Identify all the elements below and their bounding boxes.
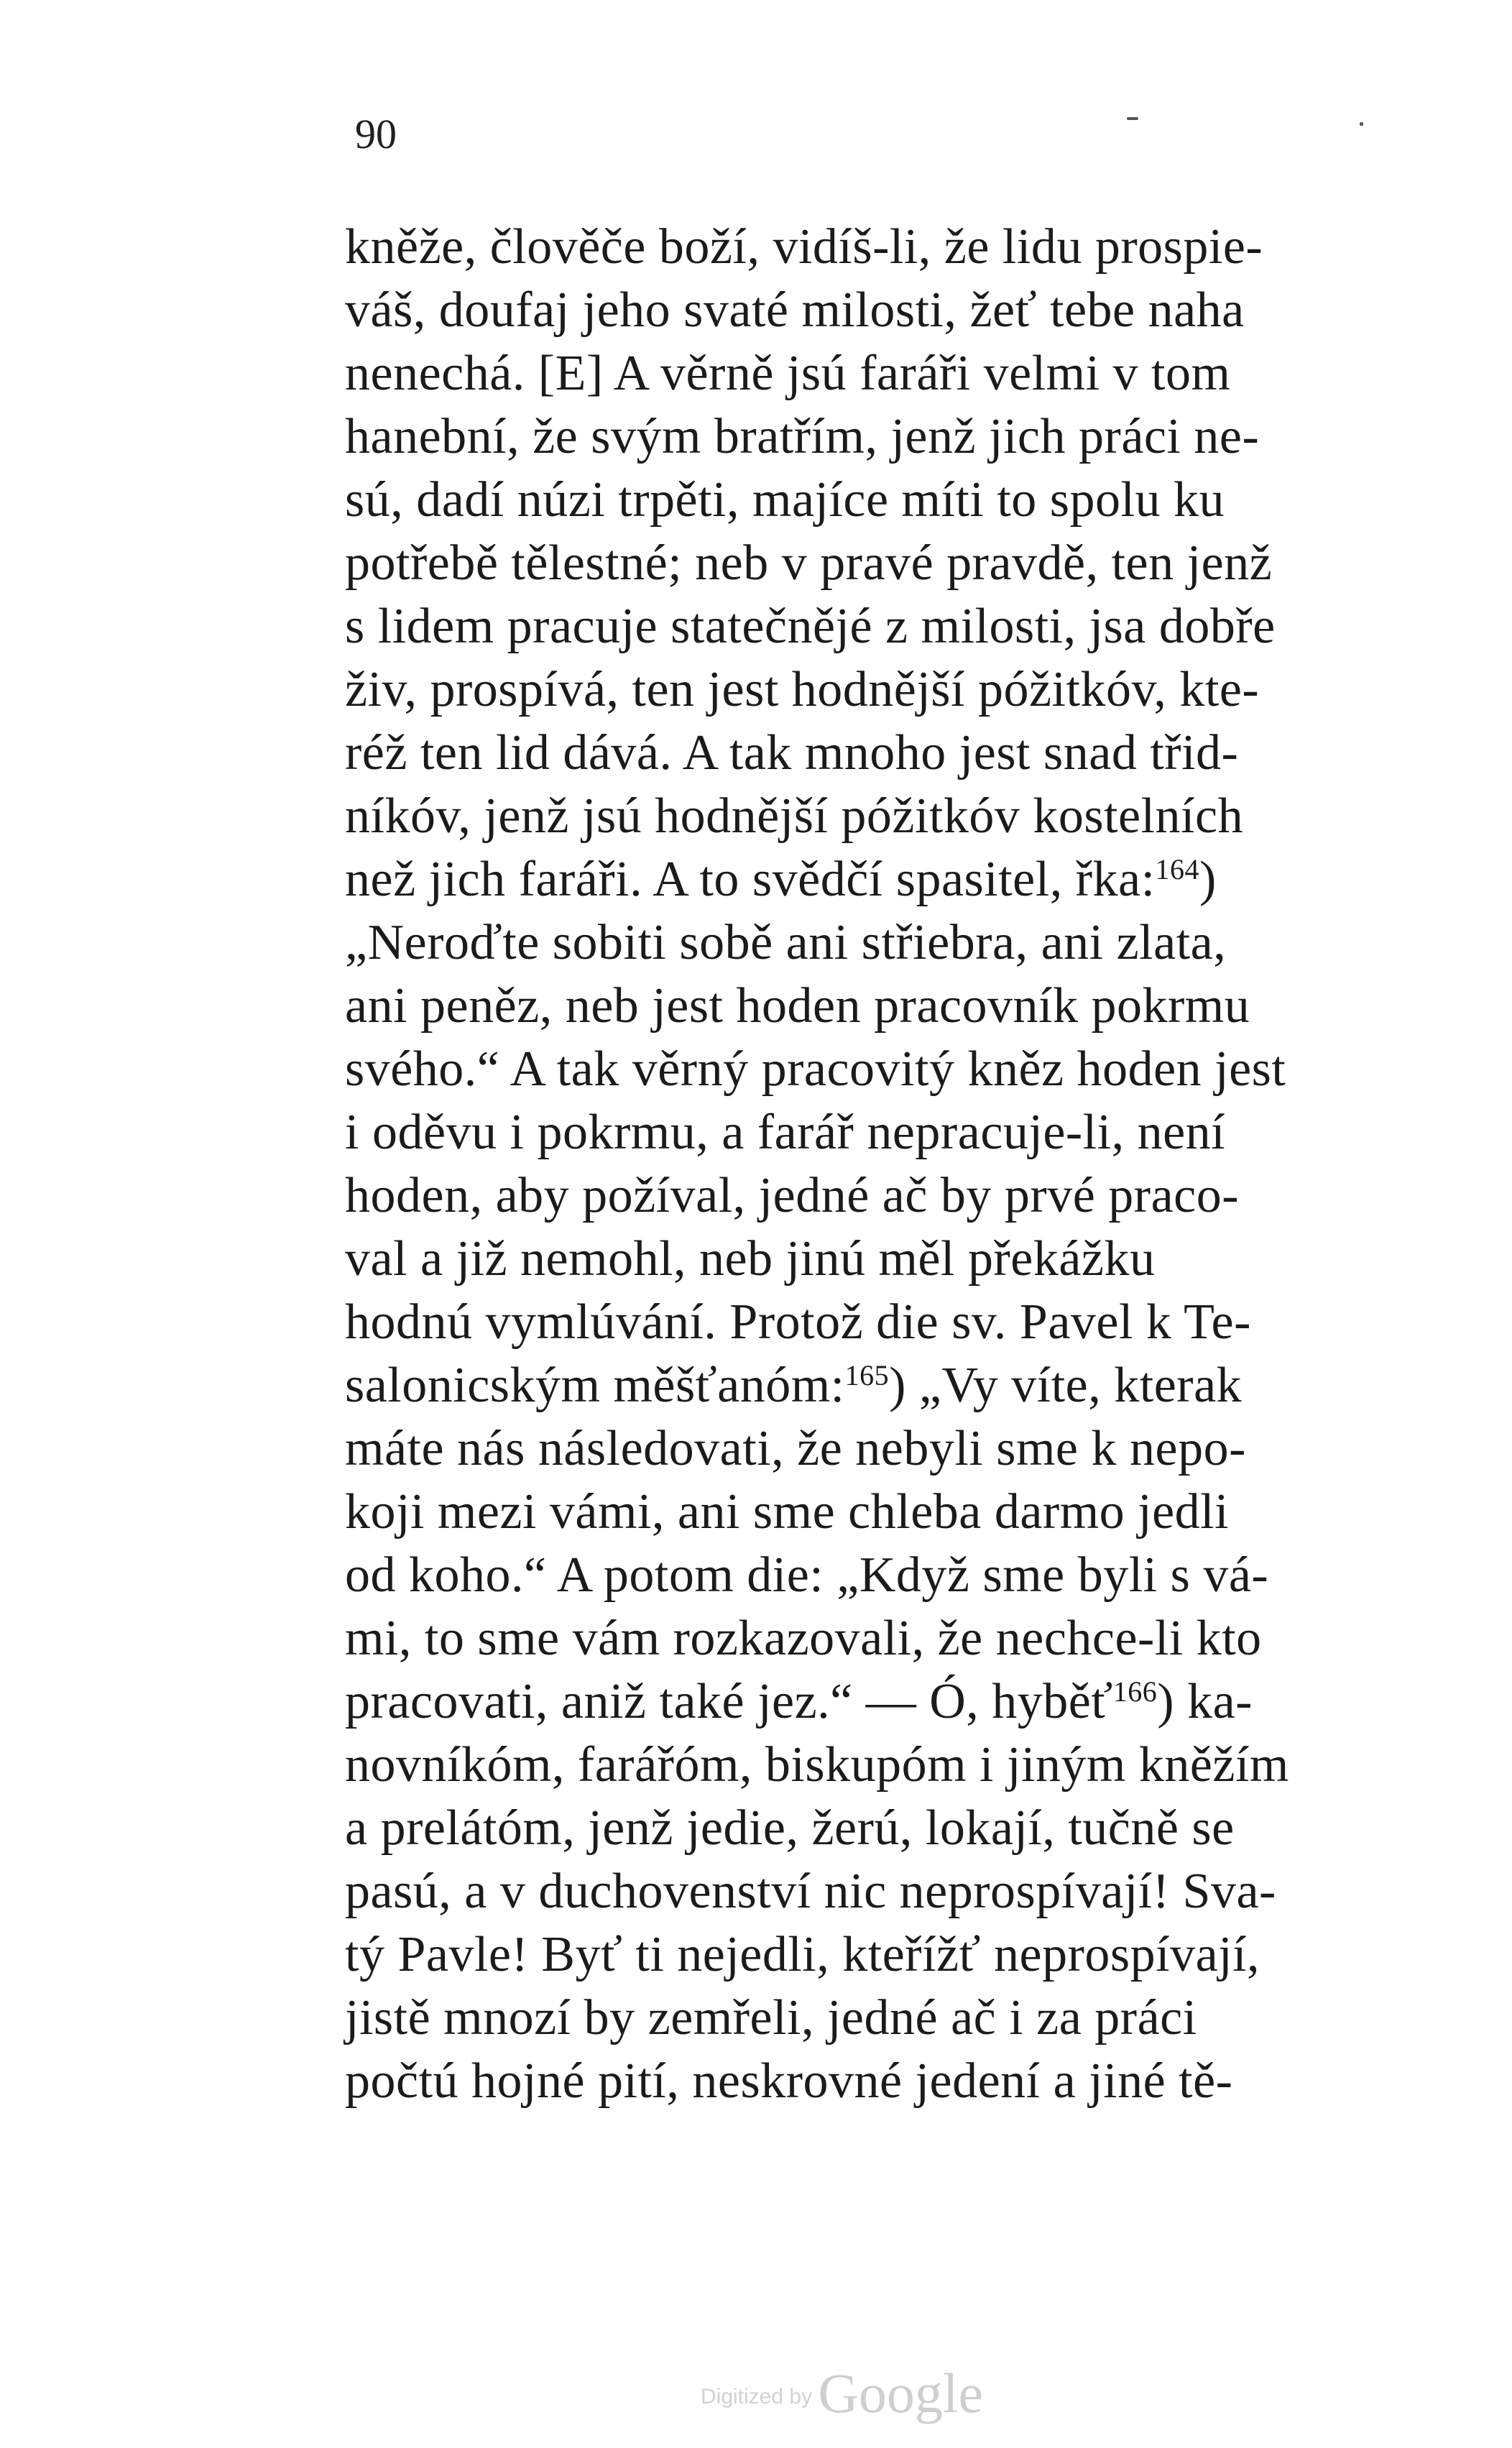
line-text: koji mezi vámi, ani sme chleba darmo jedli bbox=[345, 1484, 1230, 1540]
text-line bbox=[345, 1860, 1509, 1923]
line-text: nenechá. [E] A věrně jsú faráři velmi v tom bbox=[345, 346, 1231, 401]
line-text: počtú hojné pití, neskrovné jedení a jiné tě- bbox=[345, 2053, 1233, 2109]
line-text: jistě mnozí by zemřeli, jedné ač i za práci bbox=[345, 1990, 1197, 2046]
text-line bbox=[345, 1417, 1509, 1481]
line-text: pasú, a v duchovenství nic neprospívají! Sva- bbox=[345, 1864, 1276, 1919]
body-text bbox=[345, 216, 1509, 2113]
line-text: svého.“ A tak věrný pracovitý kněz hoden jest bbox=[345, 1041, 1286, 1097]
line-text: váš, doufaj jeho svaté milosti, žeť tebe naha bbox=[345, 282, 1245, 338]
line-text: tý Pavle! Byť ti nejedli, kteřížť neprospívají, bbox=[345, 1927, 1260, 1982]
line-text: réž ten lid dává. A tak mnoho jest snad třid- bbox=[345, 725, 1239, 781]
text-line bbox=[345, 1670, 1509, 1734]
text-line bbox=[345, 342, 1509, 405]
line-text: novníkóm, farářóm, biskupóm i jiným kněžím bbox=[345, 1737, 1289, 1793]
google-logo: Google bbox=[818, 2362, 984, 2424]
line-text: máte nás následovati, že nebyli sme k nepo- bbox=[345, 1421, 1246, 1476]
text-line bbox=[345, 658, 1509, 722]
text-line bbox=[345, 1164, 1509, 1228]
line-text: „Neroďte sobiti sobě ani střiebra, ani zlata, bbox=[345, 915, 1227, 970]
text-line bbox=[345, 1544, 1509, 1607]
text-line bbox=[345, 279, 1509, 342]
text-line bbox=[345, 2050, 1509, 2113]
text-line bbox=[345, 1734, 1509, 1797]
page-number: 90 bbox=[355, 111, 397, 157]
text-line bbox=[345, 1987, 1509, 2050]
line-text: sú, dadí núzi trpěti, majíce míti to spolu ku bbox=[345, 472, 1225, 528]
text-line bbox=[345, 1354, 1509, 1417]
text-line bbox=[345, 1228, 1509, 1291]
line-text: níkóv, jenž jsú hodnější póžitkóv kostelních bbox=[345, 788, 1244, 844]
line-text: salonicským měšťanóm: bbox=[345, 1358, 845, 1413]
line-text: i oděvu i pokrmu, a farář nepracuje-li, není bbox=[345, 1105, 1226, 1160]
print-speck bbox=[1127, 117, 1138, 120]
line-text-continued: ) bbox=[1199, 852, 1217, 907]
text-line bbox=[345, 1607, 1509, 1670]
line-text-continued: ) „Vy víte, kterak bbox=[889, 1358, 1243, 1413]
text-line bbox=[345, 1291, 1509, 1354]
footnote-reference: 165 bbox=[844, 1359, 890, 1391]
line-text: potřebě tělestné; neb v pravé pravdě, ten jenž bbox=[345, 535, 1273, 591]
line-text: od koho.“ A potom die: „Když sme byli s vá- bbox=[345, 1547, 1269, 1603]
digitized-watermark bbox=[701, 2361, 983, 2426]
line-text: ani peněz, neb jest hoden pracovník pokrmu bbox=[345, 978, 1250, 1034]
line-text: mi, to sme vám rozkazovali, že nechce-li kto bbox=[345, 1611, 1262, 1666]
text-line bbox=[345, 216, 1509, 279]
text-line bbox=[345, 722, 1509, 785]
line-text: hoden, aby požíval, jedné ač by prvé praco- bbox=[345, 1168, 1240, 1223]
text-line bbox=[345, 785, 1509, 848]
text-line bbox=[345, 469, 1509, 532]
line-text: kněže, člověče boží, vidíš-li, že lidu prospie- bbox=[345, 219, 1263, 275]
watermark-prefix: Digitized by bbox=[701, 2385, 813, 2408]
text-line bbox=[345, 595, 1509, 658]
line-text: hanební, že svým bratřím, jenž jich práci ne- bbox=[345, 409, 1260, 464]
line-text-continued: ) ka- bbox=[1157, 1674, 1253, 1729]
text-line bbox=[345, 911, 1509, 975]
text-line bbox=[345, 405, 1509, 469]
line-text: než jich faráři. A to svědčí spasitel, řka: bbox=[345, 852, 1156, 907]
line-text: val a již nemohl, neb jinú měl překážku bbox=[345, 1231, 1156, 1287]
text-line bbox=[345, 1101, 1509, 1164]
text-line bbox=[345, 1797, 1509, 1860]
line-text: pracovati, aniž také jez.“ — Ó, hyběť bbox=[345, 1674, 1113, 1729]
print-speck bbox=[1360, 122, 1363, 126]
text-line bbox=[345, 1038, 1509, 1101]
text-line bbox=[345, 848, 1509, 911]
text-line bbox=[345, 1923, 1509, 1987]
text-line bbox=[345, 975, 1509, 1038]
line-text: hodnú vymlúvání. Protož die sv. Pavel k Te- bbox=[345, 1294, 1251, 1350]
line-text: s lidem pracuje statečnějé z milosti, jsa dobře bbox=[345, 599, 1276, 654]
line-text: živ, prospívá, ten jest hodnější póžitkóv, kte- bbox=[345, 662, 1260, 717]
line-text: a prelátóm, jenž jedie, žerú, lokají, tučně se bbox=[345, 1800, 1235, 1856]
text-line bbox=[345, 1481, 1509, 1544]
text-line bbox=[345, 532, 1509, 595]
footnote-reference: 164 bbox=[1155, 853, 1200, 885]
footnote-reference: 166 bbox=[1112, 1675, 1158, 1708]
